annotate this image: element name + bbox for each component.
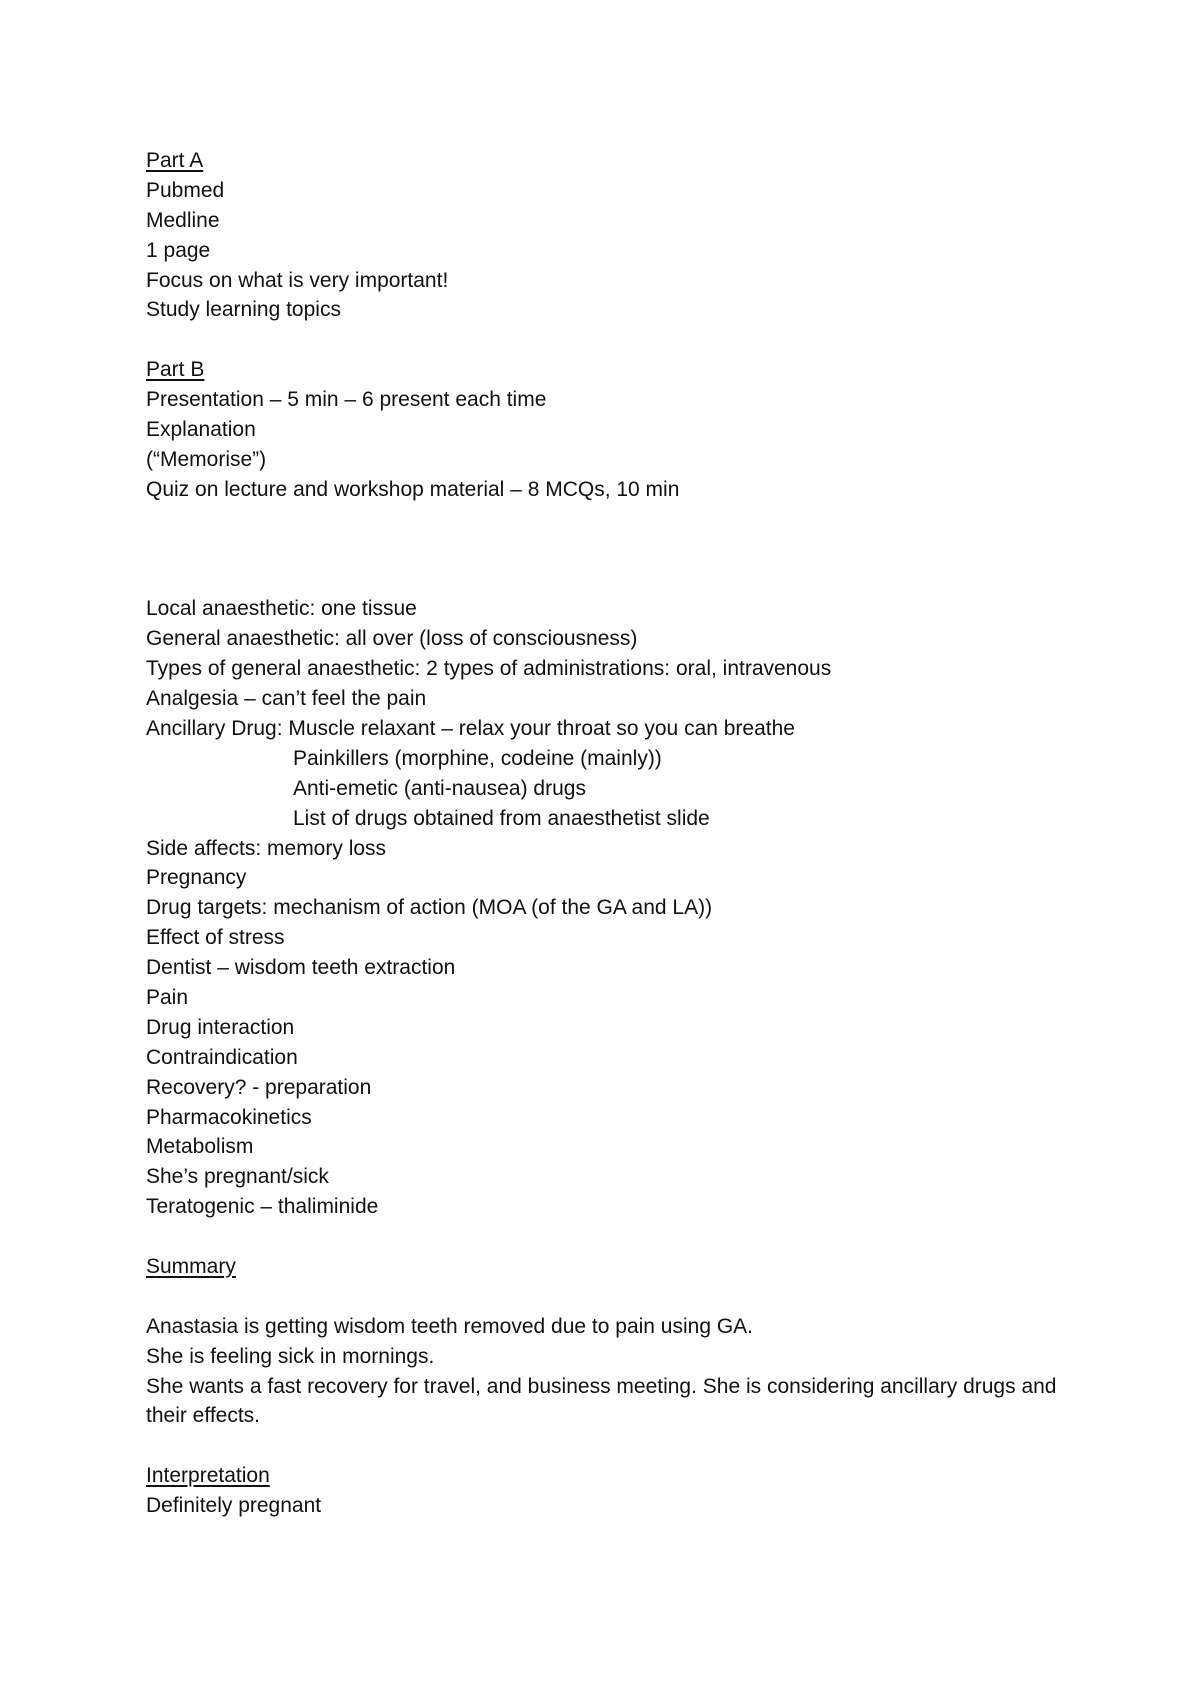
blank-line <box>146 325 1066 355</box>
note-line: Effect of stress <box>146 926 285 950</box>
summary-line: She is feeling sick in mornings. <box>146 1344 435 1368</box>
note-line: Metabolism <box>146 1135 254 1159</box>
part-b-line: Presentation – 5 min – 6 present each time <box>146 388 547 412</box>
ancillary-sub-line: List of drugs obtained from anaesthetist slide <box>293 806 710 830</box>
note-line: Dentist – wisdom teeth extraction <box>146 956 456 980</box>
part-a-line: Medline <box>146 208 220 232</box>
note-line: Side affects: memory loss <box>146 836 387 860</box>
note-line: Pain <box>146 985 189 1009</box>
note-line: Contraindication <box>146 1045 298 1069</box>
summary-line: Anastasia is getting wisdom teeth removed due to pain using GA. <box>146 1314 754 1338</box>
summary-line: She wants a fast recovery for travel, and business meeting. She is considering ancillary drugs and their effects. <box>146 1374 1057 1428</box>
ancillary-sub-line: Anti-emetic (anti-nausea) drugs <box>293 776 586 800</box>
blank-line <box>146 1431 1066 1461</box>
interpretation-heading: Interpretation <box>146 1464 270 1488</box>
note-line: Ancillary Drug: Muscle relaxant – relax your throat so you can breathe <box>146 716 795 740</box>
blank-line <box>146 1282 1066 1312</box>
interpretation-line: Definitely pregnant <box>146 1494 322 1518</box>
part-a-line: Focus on what is very important! <box>146 268 449 292</box>
part-a-line: 1 page <box>146 238 211 262</box>
note-line: She’s pregnant/sick <box>146 1165 329 1189</box>
part-b-line: Explanation <box>146 418 256 442</box>
part-a-line: Pubmed <box>146 178 225 202</box>
part-a-heading: Part A <box>146 149 204 172</box>
note-line: Local anaesthetic: one tissue <box>146 597 417 621</box>
note-line: Recovery? - preparation <box>146 1075 372 1099</box>
note-line: Drug targets: mechanism of action (MOA (of the GA and LA)) <box>146 896 713 920</box>
note-line: Types of general anaesthetic: 2 types of administrations: oral, intravenous <box>146 657 832 681</box>
note-line: General anaesthetic: all over (loss of consciousness) <box>146 627 638 651</box>
part-b-line: (“Memorise”) <box>146 447 267 471</box>
note-line: Analgesia – can’t feel the pain <box>146 687 427 711</box>
summary-heading: Summary <box>146 1254 236 1278</box>
part-b-heading: Part B <box>146 358 205 382</box>
note-line: Pharmacokinetics <box>146 1105 312 1129</box>
part-a-line: Study learning topics <box>146 298 341 322</box>
ancillary-sub-line: Painkillers (morphine, codeine (mainly)) <box>293 746 662 770</box>
part-b-line: Quiz on lecture and workshop material – 8 MCQs, 10 min <box>146 477 680 501</box>
note-line: Teratogenic – thaliminide <box>146 1195 379 1219</box>
note-line: Pregnancy <box>146 866 247 890</box>
blank-line <box>146 1222 1066 1252</box>
document-body <box>146 146 1066 1521</box>
note-line: Drug interaction <box>146 1015 295 1039</box>
blank-lines <box>146 505 1066 595</box>
